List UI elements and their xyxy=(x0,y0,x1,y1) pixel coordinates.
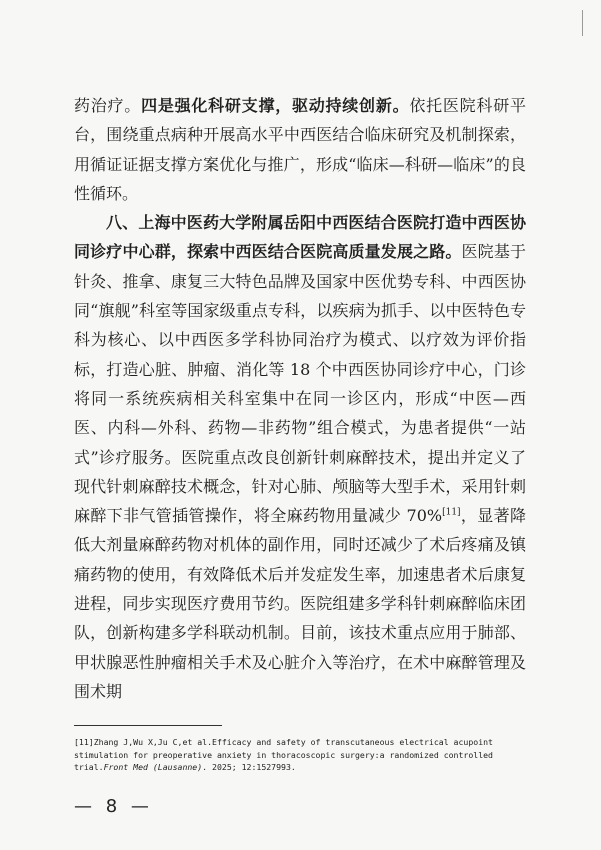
body-text xyxy=(74,91,526,706)
paragraph-continued xyxy=(74,91,526,208)
reference-mark[interactable]: [11] xyxy=(442,507,461,518)
footnote-divider xyxy=(74,725,222,726)
footnote-text: [11]Zhang J,Wu X,Ju C,et al.Efficacy and safety of transcutaneous electrical acupoint stimulation for preoperative anxiety in thoracoscopic surgery:a randomized controlled trial. xyxy=(74,737,498,772)
paragraph-1-run-3: 依托医院科研平台，围绕重点病种开展高水平中西医结合临床研究及机制探索，用循证证据支撑方案优化与推广，形成“临床—科研—临床”的良性循环。 xyxy=(74,96,526,203)
footnote xyxy=(74,736,536,774)
paragraph-1-bold-run: 四是强化科研支撑，驱动持续创新。 xyxy=(141,96,410,115)
paragraph-1-run-1: 药治疗。 xyxy=(74,96,142,115)
footnote-tail: . 2025; 12:1527993. xyxy=(202,762,296,772)
page-number: — 8 — xyxy=(74,796,153,817)
section-eight-text-2: ，显著降低大剂量麻醉药物对机体的副作用，同时还减少了术后疼痛及镇痛药物的使用，有效降低术后并发症发生率，加速患者术后康复进程，同步实现医疗费用节约。医院组建多学科针刺麻醉临床团队，创新构建多学科联动机制。目前，该技术重点应用于肺部、甲状腺恶性肿瘤相关手术及心脏介入等治疗，在术中麻醉管理及围术期 xyxy=(74,506,526,701)
scan-edge-mark xyxy=(582,10,583,36)
footnote-journal: Front Med (Lausanne) xyxy=(103,762,203,772)
section-eight-text-1: 医院基于针灸、推拿、康复三大特色品牌及国家中医优势专科、中西医协同“旗舰”科室等国家级重点专科，以疾病为抓手、以中医特色专科为核心、以中西医多学科协同治疗为模式、以疗效为评价指标，打造心脏、肿瘤、消化等 18 个中西医协同诊疗中心，门诊将同一系统疾病相关科室集中在同一诊区内，形成“中医—西医、内科—外科、药物—非药物”组合模式，为患者提供“一站式”诊疗服务。医院重点改良创新针刺麻醉技术，提出并定义了现代针刺麻醉技术概念，针对心肺、颅脑等大型手术，采用针刺麻醉下非气管插管操作，将全麻药物用量减少 70% xyxy=(74,242,526,526)
section-eight-heading: 八、上海中医药大学附属岳阳中西医结合医院打造中西医协同诊疗中心群，探索中西医结合医院高质量发展之路。 xyxy=(74,213,526,262)
paragraph-section-eight xyxy=(74,208,526,706)
